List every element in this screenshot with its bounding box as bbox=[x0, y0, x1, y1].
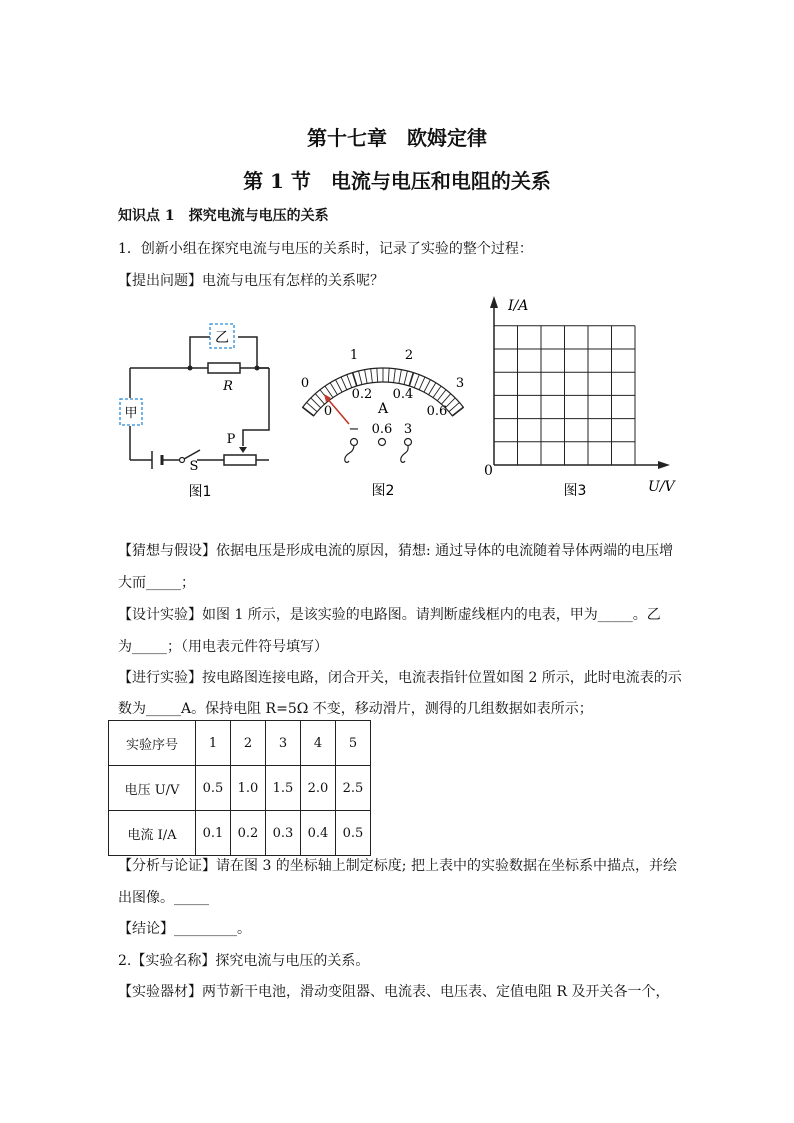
scale-top-2: 2 bbox=[404, 348, 414, 363]
ammeter-tick bbox=[347, 375, 352, 388]
terminal-3 bbox=[405, 439, 412, 446]
grid-lines bbox=[494, 326, 635, 465]
junction-dot-left bbox=[188, 366, 193, 371]
terminal-neg bbox=[351, 439, 358, 446]
table-cell: 1.5 bbox=[266, 766, 301, 811]
question-2-line-1: 2.【实验名称】探究电流与电压的关系。 bbox=[118, 953, 370, 969]
scale-bottom-04: 0.4 bbox=[392, 387, 414, 402]
analysis-line-1: 【分析与论证】请在图 3 的坐标轴上制定标度; 把上表中的实验数据在坐标系中描点，并绘 bbox=[118, 858, 677, 874]
rheostat-body bbox=[224, 455, 256, 465]
ammeter-tick bbox=[404, 371, 407, 385]
chapter-title: 第十七章 欧姆定律 bbox=[307, 126, 487, 150]
scale-bottom-0: 0 bbox=[323, 404, 333, 419]
scale-top-1: 1 bbox=[349, 348, 359, 363]
ammeter-tick bbox=[437, 390, 446, 401]
table-cell: 0.3 bbox=[266, 811, 301, 856]
table-cell: 0.5 bbox=[336, 811, 371, 856]
ammeter-tick bbox=[441, 394, 450, 404]
ammeter-tick bbox=[303, 407, 314, 416]
figure-3-grid bbox=[480, 290, 680, 505]
table-cell: 2.5 bbox=[336, 766, 371, 811]
data-table bbox=[108, 720, 371, 856]
ammeter-tick bbox=[449, 402, 459, 411]
ammeter-tick bbox=[359, 371, 362, 385]
table-cell: 0.2 bbox=[231, 811, 266, 856]
design-line-2: 为_____；（用电表元件符号填写） bbox=[118, 639, 328, 655]
wire-neg bbox=[345, 446, 354, 462]
ammeter-tick bbox=[353, 373, 357, 386]
knowledge-point-heading: 知识点 1 探究电流与电压的关系 bbox=[118, 208, 329, 224]
table-cell: 0.1 bbox=[196, 811, 231, 856]
figure-1-caption: 图1 bbox=[188, 484, 212, 500]
design-line-1: 【设计实验】如图 1 所示，是该实验的电路图。请判断虚线框内的电表，甲为_____。乙 bbox=[118, 607, 661, 623]
question-1-problem: 【提出问题】电流与电压有怎样的关系呢？ bbox=[118, 273, 384, 289]
y-axis-label: I/A bbox=[508, 298, 529, 314]
table-header-row bbox=[109, 721, 371, 766]
ammeter-tick bbox=[365, 370, 368, 384]
hypothesis-line-2: 大而_____； bbox=[118, 575, 195, 591]
ammeter-tick bbox=[424, 380, 431, 392]
terminal-06-label: 0.6 bbox=[371, 422, 393, 437]
conclusion-line: 【结论】_________。 bbox=[118, 921, 251, 937]
x-axis-label: U/V bbox=[648, 479, 675, 495]
x-axis-arrow bbox=[658, 461, 670, 469]
question-2-line-2: 【实验器材】两节新干电池，滑动变阻器、电流表、电压表、定值电阻 R 及开关各一个， bbox=[118, 984, 670, 1000]
ammeter-tick bbox=[429, 383, 436, 395]
figure-3-caption: 图3 bbox=[563, 483, 587, 499]
ammeter-tick bbox=[307, 402, 317, 411]
terminal-06 bbox=[379, 439, 386, 446]
ammeter-unit: A bbox=[377, 401, 389, 417]
table-cell: 2.0 bbox=[301, 766, 336, 811]
table-row-label: 电流 I/A bbox=[109, 811, 196, 856]
ammeter-tick bbox=[419, 377, 425, 390]
terminal-3-label: 3 bbox=[403, 422, 413, 437]
ammeter-tick bbox=[433, 386, 441, 398]
table-row-voltage bbox=[109, 766, 371, 811]
ammeter-tick bbox=[330, 383, 337, 395]
table-row-label: 电压 U/V bbox=[109, 766, 196, 811]
switch-contact bbox=[180, 458, 185, 463]
switch-lever bbox=[184, 450, 200, 459]
resistor-r bbox=[208, 363, 240, 373]
junction-dot-right bbox=[255, 366, 260, 371]
slider-label: P bbox=[226, 432, 236, 447]
resistor-label: R bbox=[223, 379, 233, 394]
rheostat-slider-arrow bbox=[239, 447, 247, 453]
ammeter-tick bbox=[377, 368, 378, 382]
table-cell: 3 bbox=[266, 721, 301, 766]
table-cell: 0.4 bbox=[301, 811, 336, 856]
ammeter-tick bbox=[399, 370, 402, 384]
y-axis-arrow bbox=[490, 296, 498, 308]
switch-label: S bbox=[189, 459, 199, 474]
ammeter-tick bbox=[315, 394, 324, 404]
scale-top-0: 0 bbox=[300, 376, 310, 391]
figure-2-caption: 图2 bbox=[371, 483, 395, 499]
figure-1-circuit bbox=[118, 310, 288, 505]
scale-bottom-02: 0.2 bbox=[351, 387, 373, 402]
ammeter-tick bbox=[388, 368, 389, 382]
table-row-current bbox=[109, 811, 371, 856]
table-header-label: 实验序号 bbox=[109, 721, 196, 766]
figure-2-ammeter bbox=[295, 340, 470, 505]
question-1-intro: 1．创新小组在探究电流与电压的关系时，记录了实验的整个过程： bbox=[118, 241, 533, 257]
table-cell: 2 bbox=[231, 721, 266, 766]
ammeter-tick bbox=[336, 380, 343, 392]
wire-3 bbox=[401, 446, 408, 462]
ammeter-tick bbox=[371, 369, 373, 383]
ammeter-tick bbox=[394, 369, 396, 383]
meter-label-jia: 甲 bbox=[124, 406, 138, 421]
scale-top-3: 3 bbox=[455, 376, 465, 391]
scale-bottom-06: 0.6 bbox=[426, 404, 448, 419]
table-cell: 4 bbox=[301, 721, 336, 766]
ammeter-tick bbox=[414, 375, 419, 388]
conduct-line-1: 【进行实验】按电路图连接电路，闭合开关，电流表指针位置如图 2 所示，此时电流表的示 bbox=[118, 670, 682, 686]
table-cell: 0.5 bbox=[196, 766, 231, 811]
terminal-neg-label: − bbox=[348, 422, 360, 437]
analysis-line-2: 出图像。_____ bbox=[118, 890, 209, 906]
table-cell: 5 bbox=[336, 721, 371, 766]
table-cell: 1.0 bbox=[231, 766, 266, 811]
hypothesis-line-1: 【猜想与假设】依据电压是形成电流的原因，猜想: 通过导体的电流随着导体两端的电压增 bbox=[118, 543, 674, 559]
conduct-line-2: 数为_____A。保持电阻 R=5Ω 不变，移动滑片，测得的几组数据如表所示； bbox=[118, 701, 593, 717]
section-title: 第 1 节 电流与电压和电阻的关系 bbox=[243, 169, 551, 193]
ammeter-tick bbox=[452, 407, 463, 416]
table-cell: 1 bbox=[196, 721, 231, 766]
ammeter-tick bbox=[341, 377, 347, 390]
origin-label: 0 bbox=[484, 463, 493, 479]
ammeter-tick bbox=[311, 398, 321, 408]
ammeter-tick bbox=[409, 373, 413, 386]
meter-label-yi: 乙 bbox=[215, 330, 229, 346]
